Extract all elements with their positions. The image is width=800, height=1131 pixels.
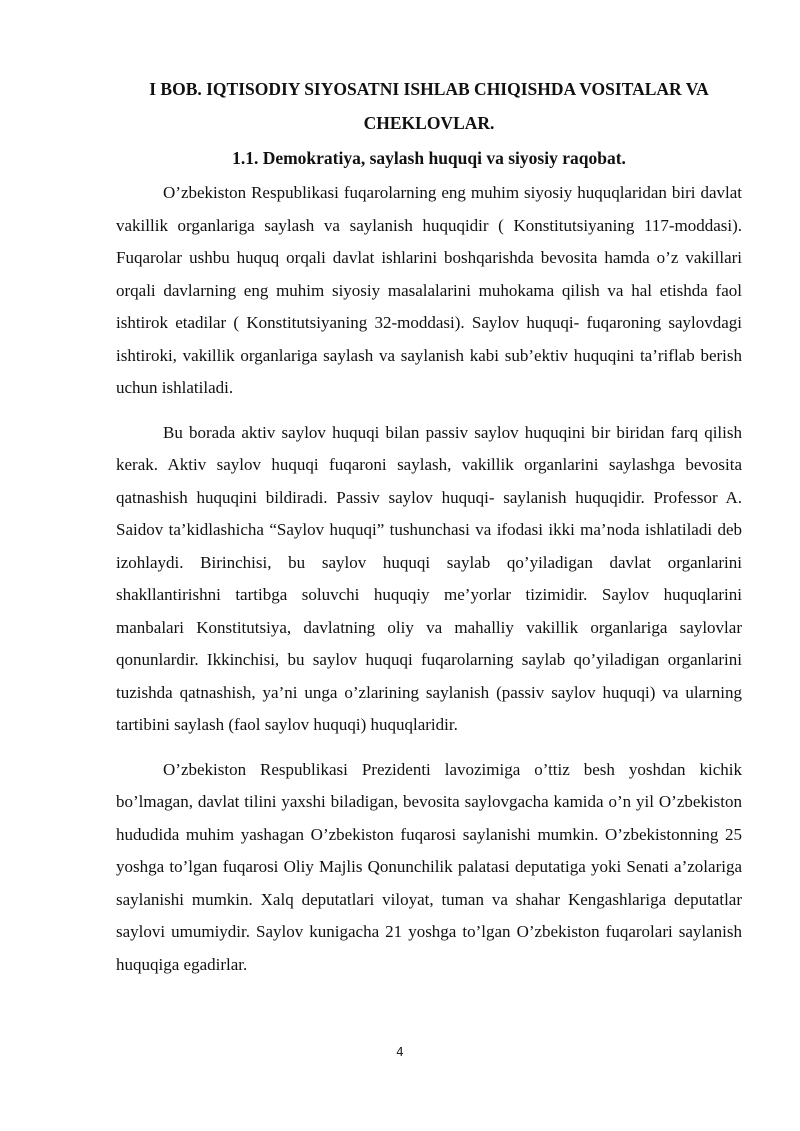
page-content: [116, 72, 742, 993]
chapter-title: I BOB. IQTISODIY SIYOSATNI ISHLAB CHIQISHDA VOSITALAR VA CHEKLOVLAR.: [149, 79, 709, 133]
paragraph: O’zbekiston Respublikasi fuqarolarning eng muhim siyosiy huquqlaridan biri davlat vakillik organlariga saylash va saylanish huquqidir ( Konstitutsiyaning 117-moddasi). Fuqarolar ushbu huquq orqali davlat ishlarini boshqarishda bevosita hamda o’z vakillari orqali davlarning eng muhim siyosiy masalalarini muhokama qilish va hal etishda faol ishtirok etadilar ( Konstitutsiyaning 32-moddasi). Saylov huquqi- fuqaroning saylovdagi ishtiroki, vakillik organlariga saylash va saylanish kabi sub’ektiv huquqini ta’riflab berish uchun ishlatiladi.: [116, 183, 742, 397]
section-title: 1.1. Demokratiya, saylash huquqi va siyosiy raqobat.: [232, 148, 626, 168]
paragraph: Bu borada aktiv saylov huquqi bilan passiv saylov huquqini bir biridan farq qilish kerak. Aktiv saylov huquqi fuqaroni saylash, vakillik organlarini saylashga bevosita qatnashish huquqini bildiradi. Passiv saylov huquqi- saylanish huquqidir. Professor A. Saidov ta’kidlashicha “Saylov huquqi” tushunchasi va ifodasi ikki ma’noda ishlatiladi deb izohlaydi. Birinchisi, bu saylov huquqi saylab qo’yiladigan davlat organlarini shakllantirishni tartibga soluvchi huquqiy me’yorlar tizimidir. Saylov huquqlarini manbalari Konstitutsiya, davlatning oliy va mahalliy vakillik organlariga saylovlar qonunlardir. Ikkinchisi, bu saylov huquqi fuqarolarning saylab qo’yiladigan organlarini tuzishda qatnashish, ya’ni unga o’zlarining saylanish (passiv saylov huquqi) va ularning tartibini saylash (faol saylov huquqi) huquqlaridir.: [116, 422, 742, 734]
page-number: 4: [396, 1045, 404, 1059]
paragraph: O’zbekiston Respublikasi Prezidenti lavozimiga o’ttiz besh yoshdan kichik bo’lmagan, davlat tilini yaxshi biladigan, bevosita saylovgacha kamida o’n yil O’zbekiston hududida muhim yashagan O’zbekiston fuqarosi saylanishi mumkin. O’zbekistonning 25 yoshga to’lgan fuqarosi Oliy Majlis Qonunchilik palatasi deputatiga yoki Senati a’zolariga saylanishi mumkin. Xalq deputatlari viloyat, tuman va shahar Kengashlariga deputatlar saylovi umumiydir. Saylov kunigacha 21 yoshga to’lgan O’zbekiston fuqarolari saylanish huquqiga egadirlar.: [116, 759, 742, 974]
